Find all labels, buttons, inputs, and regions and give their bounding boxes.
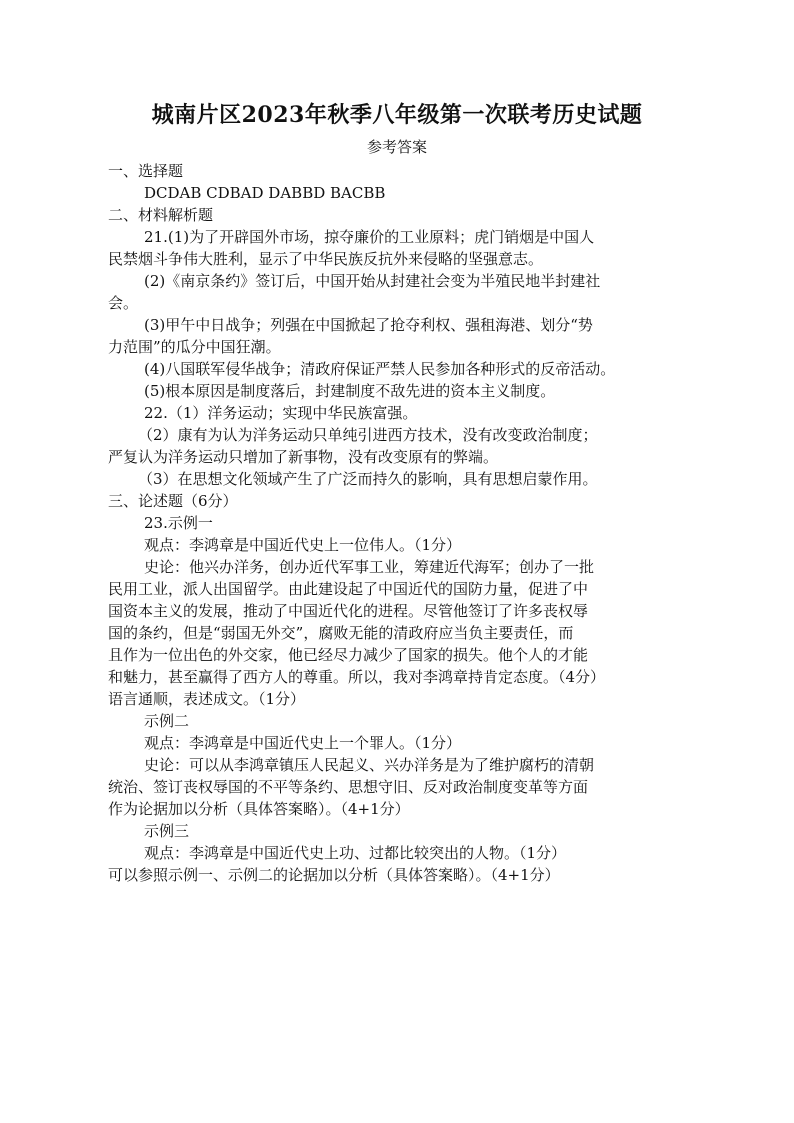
text-line: 民禁烟斗争伟大胜利，显示了中华民族反抗外来侵略的坚强意志。 <box>108 250 544 268</box>
text-line: 二、材料解析题 <box>108 206 214 224</box>
text-line: 且作为一位出色的外交家，他已经尽力减少了国家的损失。他个人的才能 <box>108 646 589 664</box>
text-line: 22.（1）洋务运动；实现中华民族富强。 <box>144 404 418 422</box>
text-line: 23.示例一 <box>144 514 213 532</box>
text-line: (2)《南京条约》签订后，中国开始从封建社会变为半殖民地半封建社 <box>144 272 601 290</box>
text-line: 力范围”的瓜分中国狂潮。 <box>108 338 281 356</box>
text-line: 示例三 <box>144 822 190 840</box>
page-title: 城南片区2023年秋季八年级第一次联考历史试题 <box>151 102 643 128</box>
answer-content <box>108 160 712 886</box>
text-line: 史论：可以从李鸿章镇压人民起义、兴办洋务是为了维护腐朽的清朝 <box>144 756 595 774</box>
text-line: 民用工业，派人出国留学。由此建设起了中国近代的国防力量，促进了中 <box>108 580 589 598</box>
text-line: 史论：他兴办洋务，创办近代军事工业，筹建近代海军；创办了一批 <box>144 558 595 576</box>
text-line: 语言通顺，表述成文。（1分） <box>108 690 306 708</box>
text-line: (5)根本原因是制度落后，封建制度不敌先进的资本主义制度。 <box>144 382 556 400</box>
text-line: (4)八国联军侵华战争；清政府保证严禁人民参加各种形式的反帝活动。 <box>144 360 616 378</box>
text-line: （3）在思想文化领域产生了广泛而持久的影响，具有思想启蒙作用。 <box>138 470 598 488</box>
text-line: 会。 <box>108 294 139 312</box>
text-line: 观点：李鸿章是中国近代史上一个罪人。（1分） <box>144 734 462 752</box>
text-line: 一、选择题 <box>108 162 184 180</box>
text-line: (3)甲午中日战争；列强在中国掀起了抢夺利权、强租海港、划分“势 <box>144 316 593 334</box>
text-line: 严复认为洋务运动只增加了新事物，没有改变原有的弊端。 <box>108 448 499 466</box>
text-line: （2）康有为认为洋务运动只单纯引进西方技术，没有改变政治制度； <box>138 426 598 444</box>
text-line: 作为论据加以分析（具体答案略）。（4+1分） <box>108 800 410 818</box>
text-line: 国资本主义的发展，推动了中国近代化的进程。尽管他签订了许多丧权辱 <box>108 602 589 620</box>
text-line: 观点：李鸿章是中国近代史上功、过都比较突出的人物。（1分） <box>144 844 567 862</box>
text-line: 观点：李鸿章是中国近代史上一位伟人。（1分） <box>144 536 462 554</box>
text-line: 国的条约，但是“弱国无外交”，腐败无能的清政府应当负主要责任，而 <box>108 624 574 642</box>
text-line: 统治、签订丧权辱国的不平等条约、思想守旧、反对政治制度变革等方面 <box>108 778 589 796</box>
text-line: 可以参照示例一、示例二的论据加以分析（具体答案略）。（4+1分） <box>108 866 560 884</box>
text-line: 示例二 <box>144 712 190 730</box>
text-line: DCDAB CDBAD DABBD BACBB <box>144 184 386 202</box>
text-line: 和魅力，甚至赢得了西方人的尊重。所以，我对李鸿章持肯定态度。（4分） <box>108 668 606 686</box>
text-line: 三、论述题（6分） <box>108 492 238 510</box>
text-line: 21.(1)为了开辟国外市场，掠夺廉价的工业原料；虎门销烟是中国人 <box>144 228 595 246</box>
page-subtitle: 参考答案 <box>366 138 427 156</box>
